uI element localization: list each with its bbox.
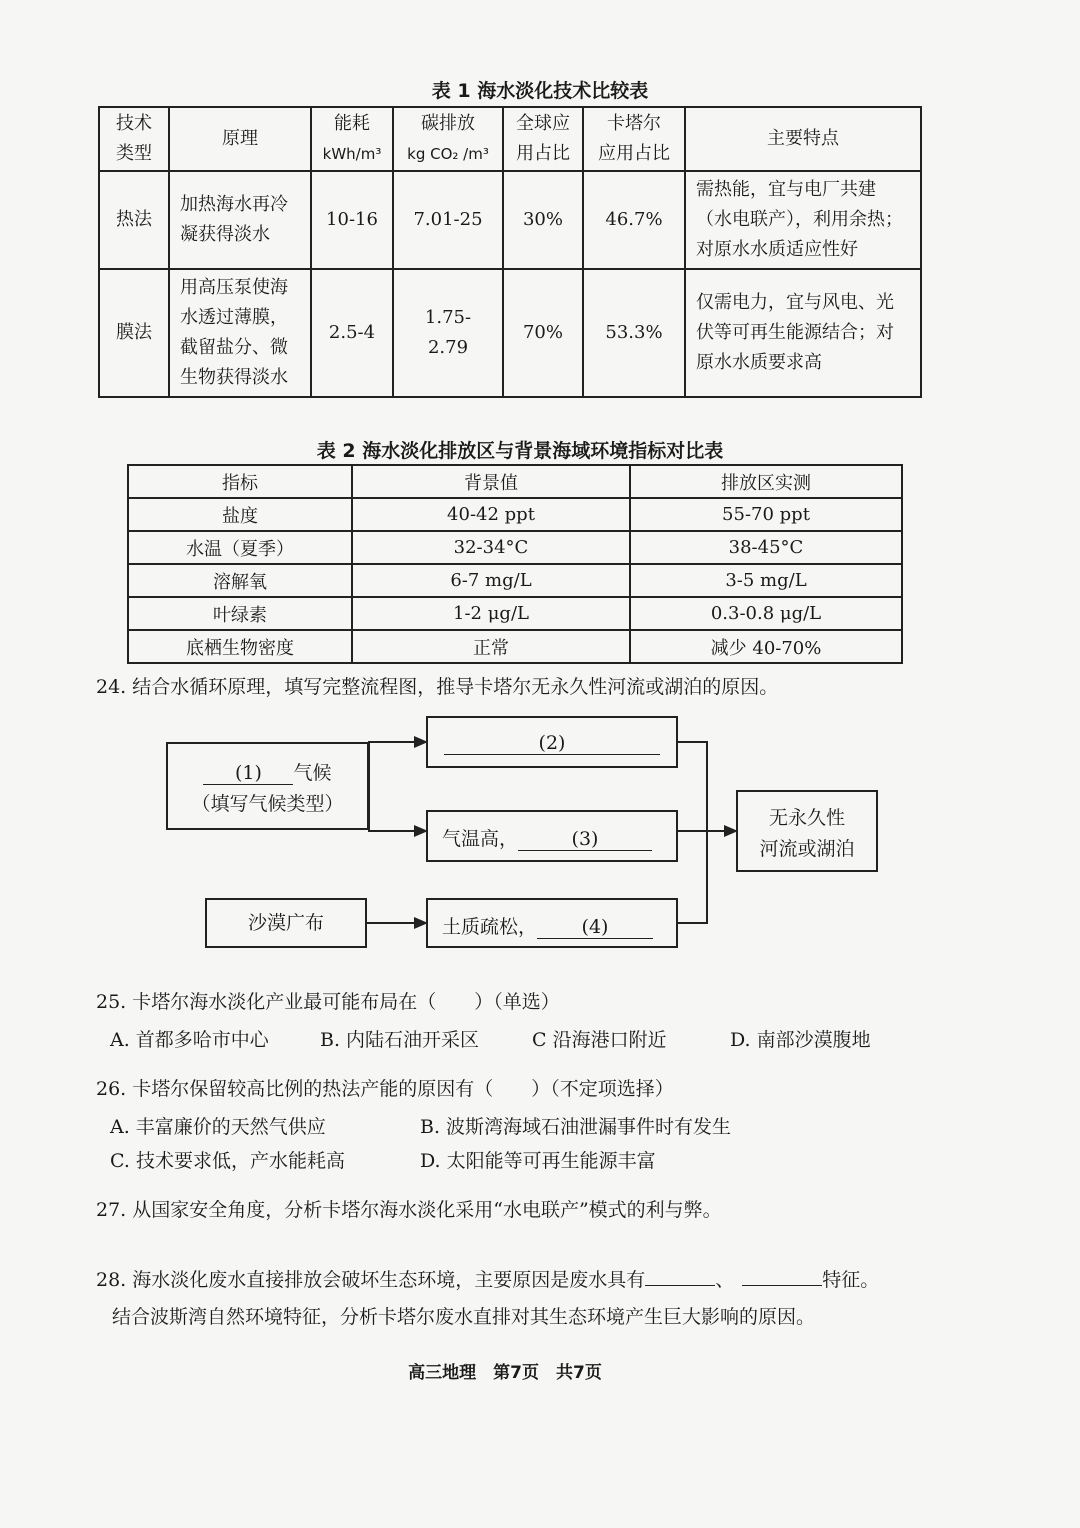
- table2-title: 表 2 海水淡化排放区与背景海域环境指标对比表: [316, 440, 724, 462]
- cell-indicator: 水温（夏季）: [128, 531, 352, 564]
- blank-3[interactable]: (3): [518, 828, 652, 851]
- box-4: 土质疏松， (4): [426, 898, 678, 948]
- cell-indicator: 溶解氧: [128, 564, 352, 597]
- cell-discharge: 0.3-0.8 μg/L: [630, 597, 902, 630]
- box-3: 气温高， (3): [426, 810, 678, 862]
- header-energy: 能耗 kWh/m³: [311, 107, 393, 171]
- header-qatar-share: 卡塔尔 应用占比: [583, 107, 685, 171]
- cell-discharge: 55-70 ppt: [630, 498, 902, 531]
- header-features: 主要特点: [685, 107, 921, 171]
- row-global: 30%: [503, 171, 583, 269]
- q26-option-a[interactable]: A. 丰富廉价的天然气供应: [110, 1116, 326, 1138]
- cell-background: 1-2 μg/L: [352, 597, 630, 630]
- cell-indicator: 叶绿素: [128, 597, 352, 630]
- blank-1[interactable]: (1): [203, 762, 293, 785]
- cell-background: 32-34°C: [352, 531, 630, 564]
- cell-background: 正常: [352, 630, 630, 663]
- result-box: 无永久性 河流或湖泊: [736, 790, 878, 872]
- q25-option-b[interactable]: B. 内陆石油开采区: [320, 1029, 480, 1051]
- page-footer: 高三地理 第7页 共7页: [408, 1363, 602, 1383]
- row-type: 膜法: [99, 269, 169, 397]
- box-2: [426, 716, 678, 768]
- question-28: 28. 海水淡化废水直接排放会破坏生态环境，主要原因是废水具有 、 特征。: [96, 1269, 880, 1291]
- cell-indicator: 底栖生物密度: [128, 630, 352, 663]
- q28-blank-1[interactable]: [645, 1285, 715, 1286]
- header-discharge: 排放区实测: [630, 465, 902, 498]
- header-indicator: 指标: [128, 465, 352, 498]
- header-tech-type: 技术 类型: [99, 107, 169, 171]
- q25-option-c[interactable]: C 沿海港口附近: [532, 1029, 667, 1051]
- row-features: 需热能，宜与电厂共建 （水电联产），利用余热； 对原水水质适应性好: [685, 171, 921, 269]
- cell-discharge: 3-5 mg/L: [630, 564, 902, 597]
- row-global: 70%: [503, 269, 583, 397]
- cell-background: 40-42 ppt: [352, 498, 630, 531]
- header-principle: 原理: [169, 107, 311, 171]
- question-28-line2: 结合波斯湾自然环境特征，分析卡塔尔废水直排对其生态环境产生巨大影响的原因。: [112, 1306, 816, 1328]
- row-principle: 加热海水再冷 凝获得淡水: [169, 171, 311, 269]
- table1-title: 表 1 海水淡化技术比较表: [431, 80, 649, 102]
- q25-option-d[interactable]: D. 南部沙漠腹地: [730, 1029, 871, 1051]
- q25-option-a[interactable]: A. 首都多哈市中心: [110, 1029, 269, 1051]
- header-background: 背景值: [352, 465, 630, 498]
- question-24: 24. 结合水循环原理，填写完整流程图，推导卡塔尔无永久性河流或湖泊的原因。: [96, 676, 779, 698]
- q26-option-b[interactable]: B. 波斯湾海域石油泄漏事件时有发生: [420, 1116, 732, 1138]
- header-global-share: 全球应 用占比: [503, 107, 583, 171]
- q26-option-d[interactable]: D. 太阳能等可再生能源丰富: [420, 1150, 656, 1172]
- row-qatar: 46.7%: [583, 171, 685, 269]
- row-type: 热法: [99, 171, 169, 269]
- cell-discharge: 减少 40-70%: [630, 630, 902, 663]
- question-25: 25. 卡塔尔海水淡化产业最可能布局在（ ）（单选）: [96, 991, 560, 1013]
- question-27: 27. 从国家安全角度，分析卡塔尔海水淡化采用“水电联产”模式的利与弊。: [96, 1199, 722, 1221]
- row-energy: 10-16: [311, 171, 393, 269]
- blank-2[interactable]: (2): [444, 732, 660, 755]
- climate-box: (1) 气候 （填写气候类型）: [166, 742, 369, 830]
- cell-discharge: 38-45°C: [630, 531, 902, 564]
- desert-box: 沙漠广布: [205, 898, 367, 948]
- cell-background: 6-7 mg/L: [352, 564, 630, 597]
- row-principle: 用高压泵使海 水透过薄膜， 截留盐分、微 生物获得淡水: [169, 269, 311, 397]
- row-features: 仅需电力，宜与风电、光 伏等可再生能源结合；对 原水水质要求高: [685, 269, 921, 397]
- row-carbon: 7.01-25: [393, 171, 503, 269]
- question-26: 26. 卡塔尔保留较高比例的热法产能的原因有（ ）（不定项选择）: [96, 1078, 674, 1100]
- cell-indicator: 盐度: [128, 498, 352, 531]
- row-qatar: 53.3%: [583, 269, 685, 397]
- row-energy: 2.5-4: [311, 269, 393, 397]
- row-carbon: 1.75- 2.79: [393, 269, 503, 397]
- header-carbon: 碳排放 kg CO₂ /m³: [393, 107, 503, 171]
- q26-option-c[interactable]: C. 技术要求低，产水能耗高: [110, 1150, 345, 1172]
- q28-blank-2[interactable]: [742, 1285, 822, 1286]
- blank-4[interactable]: (4): [537, 916, 653, 939]
